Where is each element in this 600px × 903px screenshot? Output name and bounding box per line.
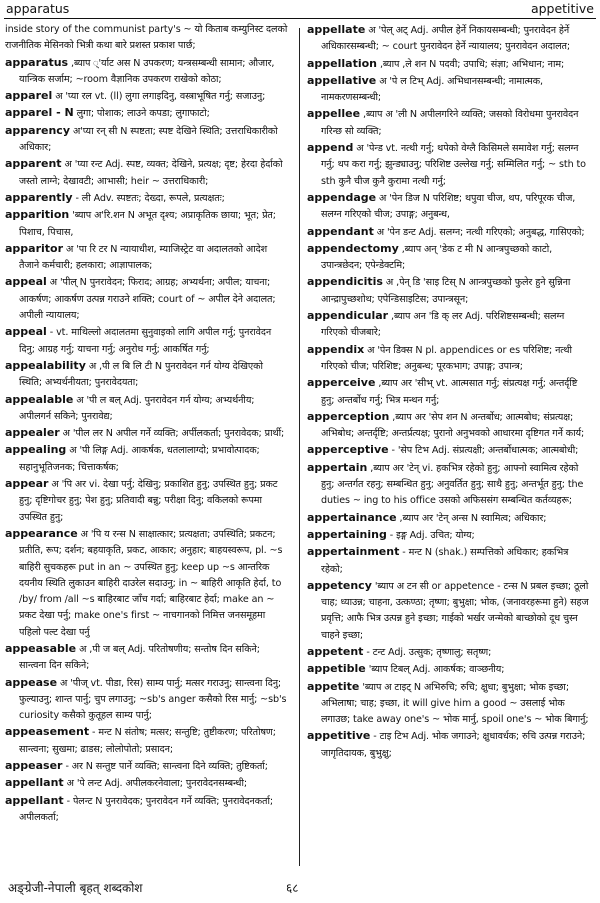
entry-definition: अ 'पील लर N अपील गर्ने व्यक्ति; अर्पीलकर्ता; पुनरावेदक; प्रार्थी; — [59, 428, 285, 440]
entry-headword: apparel - N — [5, 106, 74, 120]
entry-headword: appellative — [307, 73, 377, 87]
dictionary-entry — [307, 73, 590, 107]
entry-headword: apparition — [5, 208, 70, 222]
dictionary-entry — [307, 22, 590, 56]
entry-definition: - इङ्ग Adj. उचित; योग्य; — [386, 529, 475, 541]
dictionary-entry — [307, 409, 590, 443]
entry-definition: अ 'पेन डन्ट Adj. सलग्न; नत्थी गरिएको; अनुबद्ध, गासिएको; — [373, 226, 585, 238]
entry-definition: अ 'प्या रन्ट Adj. स्पष्ट, व्यक्त; देखिने, प्रत्यक्ष; दृष्ट; हेरदा हेर्दाको जस्तो लाग्ने; देखावटी; आभासी; heir ~ उत्तराधिकारी; — [19, 159, 283, 187]
entry-headword: appease — [5, 675, 58, 689]
entry-headword: appertainance — [307, 510, 397, 524]
dictionary-entry — [5, 526, 288, 641]
entry-headword: apperception — [307, 409, 390, 423]
entry-headword: appendant — [307, 224, 374, 238]
header-rule — [4, 18, 596, 19]
entry-definition: अ ,पी ज बल् Adj. परितोषणीय; सन्तोष दिन सकिने; सान्त्वना दिन सकिने; — [19, 643, 260, 672]
dictionary-entry — [307, 728, 590, 762]
entry-definition: - पेलन्ट N पुनरावेदक; पुनरावेदन गर्ने व्यक्ति; पुनरावेदनकर्ता; अपीलकर्ता; — [19, 795, 273, 823]
entry-definition: अ ,पेन् डि 'साइ टिस् N आन्त्रपुच्छको फुलेर हुने सुन्निना आन्द्रापुच्छशोथ; एपेन्डिसाइटिस; उपान्त्रसून; — [321, 277, 571, 305]
dictionary-entry — [5, 105, 288, 122]
dictionary-entry — [307, 106, 590, 140]
entry-headword: apperceive — [307, 376, 376, 390]
dictionary-entry — [5, 207, 288, 241]
entry-definition: अ'प्या रन् सी N स्पष्टता; स्पष्ट देखिने स्थिति; उत्तराधिकारीको अधिकार; — [19, 125, 278, 154]
entry-definition: - 'सेप टिभ Adj. संप्रत्यक्षी; अन्तर्बोधात्मक; आत्मबोधी; — [388, 445, 579, 457]
dictionary-entry — [5, 358, 288, 392]
entry-definition: 'ब्याप अ टाइट् N अभिरुचि; रुचि; क्षुधा; बुभुक्षा; भोक इच्छा; अभिलाषा; चाह; इच्छा, it will give him a good ~ उसलाई भोक लगाउछ; take away one's ~ भोक मार्नु, spoil one's ~ भोक बिगार्नु; — [321, 681, 589, 726]
entry-headword: apparency — [5, 123, 71, 137]
dictionary-entry — [307, 274, 590, 308]
dictionary-entry — [5, 324, 288, 358]
entry-headword: appealable — [5, 392, 74, 406]
dictionary-entry — [307, 679, 590, 729]
entry-definition: अ 'पा रि टर N न्यायाधीश, म्याजिस्ट्रेट वा अदालतको आदेश तैजाने कर्मचारी; हलकारा; आज्ञापालक; — [19, 243, 268, 272]
entry-definition: 'ब्याप अ'रि.शन N अभूत दृश्य; अप्राकृतिक छाया; भूत; प्रेत; पिशाच, पिचास, — [19, 210, 276, 238]
entry-definition: - मन्ट N संतोष; मत्सर; सन्तुष्टि; तुष्टीकरण; परितोषण; सान्त्वना; सुखमा; ढाडस; लोलोपोतो; प्रसादन; — [19, 727, 276, 755]
entry-definition: अ 'पील् N पुनरावेदन; फिराद; आग्रह; अभ्यर्थना; अपील; याचना; आकर्षण; आकर्षण उत्पन्न गराउने शक्ति; court of ~ अपील देने अदालत; अपीली न्यायालय; — [19, 277, 276, 322]
running-head-last-word: appetitive — [530, 1, 594, 16]
entry-definition: ,ब्याप अर 'सीभ् vt. आत्मसात गर्नु; संप्रत्यक्ष गर्नु; अन्तर्दृष्टि हुनु; अन्तर्बोध गर्नु; भित्र मन्थन गर्नु; — [321, 378, 578, 406]
entry-headword: appellation — [307, 56, 378, 70]
entry-headword: appellee — [307, 107, 361, 121]
dictionary-entry — [5, 123, 288, 157]
entry-headword: appealer — [5, 426, 60, 440]
entry-definition: ,ब्याप अ 'ली N अपीलगरिने व्यक्ति; जसको विरोधमा पुनरावेदन गरिन्छ सो व्यक्ति; — [321, 109, 579, 137]
entry-definition: ,ब्याप अन 'डि क् लर Adj. परिशिष्टसम्बन्धी; सलग्न गरिएको चीजबारे; — [321, 311, 565, 339]
dictionary-entry — [5, 274, 288, 324]
entry-definition: ,ब्याप अन् 'डेक ट मी N आन्त्रपुच्छको काटो, उपान्त्रछेदन; एपेन्डेक्टमि; — [321, 243, 553, 272]
entry-headword: appellant — [5, 793, 64, 807]
entry-definition: अ 'पेन डिक्स N pl. appendices or es परिशिष्ट; नत्थी गरिएको चीज; परिशिष्ट; अनुबन्ध; पूरकभाग; उपाङ्ग; उपान्त्र; — [321, 344, 572, 372]
entry-headword: apperceptive — [307, 443, 389, 457]
dictionary-entry — [307, 544, 590, 578]
entry-headword: appetite — [307, 679, 360, 693]
dictionary-entry — [5, 793, 288, 827]
dictionary-entry — [307, 661, 590, 678]
dictionary-entry — [5, 758, 288, 775]
entry-definition: - मन्ट N (shak.) सम्पत्तिको अधिकार; हकभित्र रहेको; — [321, 547, 569, 575]
entry-definition: - टन्ट Adj. उत्सुक; तृष्णालु; सतृष्ण; — [363, 646, 492, 658]
entry-headword: appetible — [307, 662, 366, 676]
dictionary-entry — [5, 392, 288, 426]
entry-headword: appendix — [307, 342, 365, 356]
column-divider — [299, 28, 300, 866]
entry-definition: - टाइ टिभ Adj. भोक जगाउने; क्षुधावर्धक; रुचि उत्पन्न गराउने; जागृतिदायक, बुभुक्षु; — [321, 731, 586, 759]
dictionary-entry — [307, 308, 590, 342]
entry-headword: appeasement — [5, 725, 90, 739]
book-title: अङ्ग्रेजी-नेपाली बृहत् शब्दकोश — [8, 881, 143, 895]
dictionary-entry — [5, 241, 288, 275]
entry-headword: appeal — [5, 325, 47, 339]
dictionary-entry — [5, 22, 288, 55]
entry-definition: 'ब्याप अ टन सी or appetence - टन्स N प्रबल इच्छा; ठूलो चाह; ध्याउन्न; चाहना, उत्कण्ठा; तृष्णा; बुभुक्षा; भोक, (जनावरहरूमा हुने) सहज प्रवृत्ति; आफै भित्र उत्पन्न हुने इच्छा; गाईको भर्खर जन्मेको बाच्छोको दूध चुस्न चाहने इच्छा; — [321, 580, 589, 641]
entry-headword: appetency — [307, 578, 372, 592]
dictionary-entry — [307, 342, 590, 376]
entry-definition: अ 'पी ल बल् Adj. पुनरावेदन गर्न योग्य; अभ्यर्थनीय; अपीलगर्न सकिने; पुनरावेद्य; — [19, 394, 255, 422]
entry-headword: appertaining — [307, 527, 387, 541]
entry-headword: appetent — [307, 644, 364, 658]
dictionary-entry — [307, 140, 590, 190]
dictionary-entry — [307, 56, 590, 73]
dictionary-entry — [307, 190, 590, 224]
entry-headword: append — [307, 141, 354, 155]
dictionary-entry — [5, 641, 288, 675]
entry-definition: अ 'पि य रन्स N साक्षात्कार; प्रत्यक्षता; उपस्थिति; प्रकटन; प्रतीति, रूप; दर्शन; बहयाकृति, प्रकट, आकार; अनुहार; बाहयस्वरूप, pl. ~s बाहिरी सुचकहरू put in an ~ उपस्थित हुनु; keep up ~s आन्तरिक दयनीय स्थिति लुकाउन बाहिरी दाउरेल सदाउनु; in ~ बाहिरी आकृति हेर्दा, to /by/ from /all ~s बाहिरबाट जाँच गर्दा; बाहिरबाट हेर्दा; make an ~ प्रकट देखा पर्नु; make one's first ~ नाचगानको निमित्त जनसमूहमा पहिलो पल्ट देखा पर्नु — [19, 528, 283, 638]
entry-headword: apparitor — [5, 241, 64, 255]
entry-definition: अ 'प्या रल vt. (ll) लुगा लगाइदिनु, वस्त्राभूषित गर्नु; सजाउनु; — [52, 91, 266, 103]
running-head-first-word: apparatus — [6, 1, 70, 16]
running-head — [6, 1, 594, 19]
entry-definition: ,ब्याप ,ले शन N पदवी; उपाधि; संज्ञा; अभिधान; नाम; — [377, 58, 565, 70]
entry-definition: अ ,पी ल बि लि टी N पुनरावेदन गर्न योग्य देखिएको स्थिति; अभ्यर्थनीयता; पुनरावेदयता; — [19, 360, 263, 389]
entry-headword: appertainment — [307, 545, 400, 559]
entry-headword: appeasable — [5, 641, 77, 655]
entry-definition: ,ब्याप ्'र्याट अस N उपकरण; यन्त्रसम्बन्धी सामान; औजार, यान्त्रिक सर्जाम; ~room वैज्ञानिक उपकरण राखेको कोठा; — [19, 57, 275, 85]
entry-definition: लुगा; पोशाक; लाउने कपडा; लुगाफाटो; — [73, 108, 210, 120]
entry-headword: apparatus — [5, 55, 69, 69]
entry-definition: ,ब्याप अर 'टेन् vi. हकभित्र रहेको हुनु; आफ्नो स्वामित्व रहेको हुनु; अन्तर्गत रहनु; सम्बन्धित हुनु; अनुवर्तित हुनु; साथै हुनु; अन्तर्भूत हुनु; the duties ~ ing to his office उसको अफिससंग सम्बन्धित कर्तव्यहरू; — [321, 462, 584, 507]
entry-definition: - vt. माथिल्लो अदालतमा सुनुवाइको लागि अपील गर्नु; पुनरावेदन दिनु; आग्रह गर्नु; याचना गर्नु; अनुरोध गर्नु; आकर्षित गर्नु; — [19, 327, 272, 355]
entry-definition: अ 'पेल् अट् Adj. अपील हेर्ने निकायसम्बन्धी; पुनरावेदन हेर्ने अधिकारसम्बन्धी; ~ court पुनरावेदन हेर्ने न्यायालय; पुनरावेदन अदालत; — [321, 25, 570, 53]
entry-definition: ,ब्याप अर 'टेन् अन्स N स्वामित्व; अधिकार; — [396, 512, 547, 524]
dictionary-entry — [307, 510, 590, 527]
dictionary-entry — [5, 775, 288, 792]
entry-headword: appealing — [5, 443, 67, 457]
entry-headword: appear — [5, 477, 49, 491]
dictionary-entry — [5, 724, 288, 758]
dictionary-entry — [5, 425, 288, 442]
dictionary-entry — [307, 578, 590, 644]
entry-headword: appealability — [5, 358, 86, 372]
right-column — [307, 22, 590, 868]
entry-headword: appetitive — [307, 729, 371, 743]
entry-definition: अ 'पी लिङ्ग Adj. आकर्षक, धतलालाग्दो; प्रभावोत्पादक; सहानुभूतिजनक; चित्ताकर्षक; — [19, 445, 260, 473]
dictionary-entry — [307, 527, 590, 544]
entry-definition: inside story of the communist party's ~ यो किताब कम्युनिस्ट दलको राजनीतिक मेसिनको भित्री कथा बारे प्रशस्त प्रकाश पार्छ; — [5, 24, 288, 52]
entry-headword: appellant — [5, 776, 64, 790]
entry-headword: appendage — [307, 190, 377, 204]
dictionary-entry — [5, 476, 288, 526]
dictionary-entry — [307, 224, 590, 241]
dictionary-entry — [5, 190, 288, 207]
entry-headword: apparently — [5, 190, 73, 204]
entry-definition: अ 'पे लन्ट Adj. अपीलकरनेवाला; पुनरावेदनसम्बन्धी; — [63, 778, 247, 790]
entry-definition: अ 'पेन्ड vt. नत्थी गर्नु; थपेको वेग्लै किसिमले समावेश गर्नु; सलग्न गर्नु; थप करा गर्नु; झुन्ड्याउनु; परिशिष्ट उल्लेख गर्नु; सम्मिलित गर्नु; ~ sth to sth कुनै चीज कुनै कुरामा नत्थी गर्नु; — [321, 143, 586, 187]
dictionary-entry — [307, 241, 590, 275]
entry-headword: appeal — [5, 275, 47, 289]
entry-definition: - अर N सन्तुष्ट पार्ने व्यक्ति; सान्त्वना दिने व्यक्ति; तुष्टिकर्ता; — [62, 761, 268, 773]
entry-headword: appeaser — [5, 759, 63, 773]
dictionary-entry — [307, 644, 590, 661]
entry-definition: ,ब्याप अर 'सेप शन N अन्तर्बोध; आत्मबोध; संप्रत्यक्ष; अभिबोध; अन्तर्दृष्टि; अन्तर्प्रत्यक्ष; पुरानो अनुभवको आधारमा दृष्टिगत गर्ने कार्य; — [321, 411, 585, 440]
entry-definition: अ 'पि अर vi. देखा पर्नु; देखिनु; प्रकाशित हुनु; उपस्थित हुनु; प्रकट हुनु; दृष्टिगोचर हुनु; पेश हुनु; प्रतिवादी बन्नु; परीक्षा दिनु; वकिलको रूपमा उपस्थित हुनु; — [19, 479, 278, 523]
entry-definition: अ 'पे ल टिभ् Adj. अभिधानसम्बन्धी; नामात्मक, नामकरणसम्बन्धी; — [321, 75, 544, 104]
page-number: ६८ — [286, 881, 299, 895]
entry-headword: appearance — [5, 526, 78, 540]
page-footer — [8, 880, 592, 898]
entry-definition: अ 'पीज् vt. पीडा, रिस) साम्य पार्नु; मत्सर गराउनु; सान्त्वना दिनु; फुल्याउनु; शान्त पार्नु; चुप लगाउनु; ~sb's anger कसैको रिस मार्नु; ~sb's curiosity कसैको कुतूहल साम्य पार्नु; — [19, 677, 287, 722]
entry-headword: appendicular — [307, 309, 389, 323]
dictionary-entry — [5, 442, 288, 476]
entry-definition: - ली Adv. स्पष्टतः; देख्दा, रूपले, प्रत्यक्षतः; — [72, 192, 225, 204]
dictionary-entry — [5, 88, 288, 105]
dictionary-entry — [307, 375, 590, 409]
entry-headword: appertain — [307, 460, 368, 474]
entry-headword: apparel — [5, 89, 53, 103]
dictionary-entry — [307, 442, 590, 459]
dictionary-entry — [5, 55, 288, 89]
entry-definition: अ 'पेन डिज N परिशिष्ट; थपुवा चीज, थप, परिपूरक चीज, सलग्न गरिएको चीज; उपाङ्ग; अनुबन्ध, — [321, 192, 576, 221]
entry-headword: appellate — [307, 23, 366, 36]
dictionary-entry — [5, 156, 288, 190]
entry-headword: appendectomy — [307, 241, 399, 255]
dictionary-entry — [307, 460, 590, 510]
left-column — [5, 22, 288, 868]
entry-definition: 'ब्याप टिबल् Adj. आकर्षक; वाञ्छनीय; — [365, 664, 505, 676]
entry-headword: apparent — [5, 157, 62, 171]
dictionary-entry — [5, 675, 288, 725]
entry-headword: appendicitis — [307, 275, 383, 289]
